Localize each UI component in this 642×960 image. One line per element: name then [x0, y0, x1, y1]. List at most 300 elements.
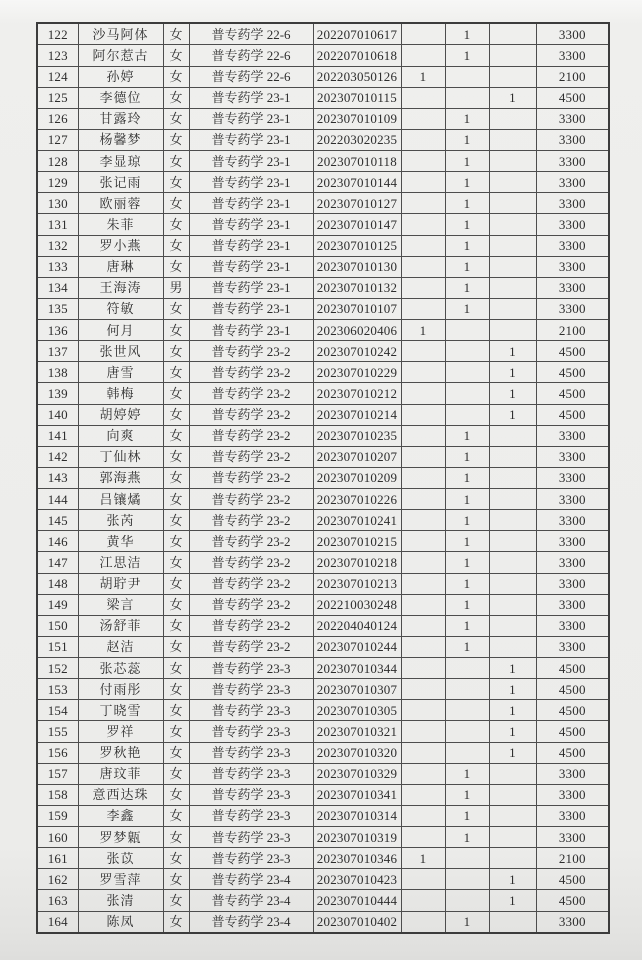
row-number-cell: 155	[37, 721, 78, 742]
row-number-cell: 124	[37, 66, 78, 87]
tier-2100-flag-cell	[401, 827, 445, 848]
gender-cell: 女	[163, 552, 189, 573]
student-id-cell: 202307010320	[313, 742, 401, 763]
tier-4500-flag-cell	[489, 784, 536, 805]
table-row	[37, 383, 609, 404]
tier-4500-flag-cell	[489, 594, 536, 615]
student-id-cell: 202307010341	[313, 784, 401, 805]
table-row	[37, 66, 609, 87]
tier-2100-flag-cell	[401, 742, 445, 763]
amount-cell: 4500	[536, 700, 609, 721]
amount-cell: 3300	[536, 214, 609, 235]
student-id-cell: 202307010305	[313, 700, 401, 721]
student-id-cell: 202307010125	[313, 235, 401, 256]
amount-cell: 3300	[536, 298, 609, 319]
row-number-cell: 135	[37, 298, 78, 319]
tier-3300-flag-cell: 1	[445, 277, 489, 298]
amount-cell: 3300	[536, 594, 609, 615]
class-name-cell: 普专药学 23-2	[189, 510, 313, 531]
row-number-cell: 163	[37, 890, 78, 911]
class-name-cell: 普专药学 23-1	[189, 298, 313, 319]
tier-4500-flag-cell: 1	[489, 362, 536, 383]
amount-cell: 3300	[536, 193, 609, 214]
class-name-cell: 普专药学 23-2	[189, 425, 313, 446]
student-id-cell: 202307010314	[313, 805, 401, 826]
student-name-cell: 张清	[78, 890, 163, 911]
amount-cell: 3300	[536, 805, 609, 826]
class-name-cell: 普专药学 23-2	[189, 594, 313, 615]
student-id-cell: 202307010242	[313, 341, 401, 362]
row-number-cell: 129	[37, 172, 78, 193]
table-row	[37, 890, 609, 911]
amount-cell: 3300	[536, 446, 609, 467]
tier-2100-flag-cell	[401, 636, 445, 657]
tier-4500-flag-cell: 1	[489, 341, 536, 362]
row-number-cell: 159	[37, 805, 78, 826]
student-id-cell: 202307010229	[313, 362, 401, 383]
tier-4500-flag-cell: 1	[489, 869, 536, 890]
amount-cell: 3300	[536, 45, 609, 66]
amount-cell: 4500	[536, 658, 609, 679]
table-row	[37, 425, 609, 446]
tier-2100-flag-cell	[401, 805, 445, 826]
tier-3300-flag-cell: 1	[445, 510, 489, 531]
tier-3300-flag-cell: 1	[445, 784, 489, 805]
tier-2100-flag-cell	[401, 489, 445, 510]
gender-cell: 女	[163, 573, 189, 594]
class-name-cell: 普专药学 23-2	[189, 341, 313, 362]
student-id-cell: 202307010109	[313, 108, 401, 129]
tier-2100-flag-cell	[401, 911, 445, 933]
tier-4500-flag-cell	[489, 23, 536, 45]
class-name-cell: 普专药学 22-6	[189, 66, 313, 87]
student-name-cell: 赵洁	[78, 636, 163, 657]
tier-2100-flag-cell	[401, 573, 445, 594]
tier-4500-flag-cell	[489, 531, 536, 552]
table-row	[37, 805, 609, 826]
tier-2100-flag-cell	[401, 425, 445, 446]
tier-4500-flag-cell	[489, 172, 536, 193]
table-row	[37, 214, 609, 235]
tier-3300-flag-cell	[445, 742, 489, 763]
amount-cell: 2100	[536, 848, 609, 869]
row-number-cell: 144	[37, 489, 78, 510]
tier-3300-flag-cell: 1	[445, 235, 489, 256]
student-id-cell: 202307010215	[313, 531, 401, 552]
tier-3300-flag-cell: 1	[445, 531, 489, 552]
class-name-cell: 普专药学 23-4	[189, 911, 313, 933]
class-name-cell: 普专药学 23-1	[189, 277, 313, 298]
gender-cell: 女	[163, 214, 189, 235]
student-name-cell: 郭海燕	[78, 467, 163, 488]
table-row	[37, 594, 609, 615]
row-number-cell: 138	[37, 362, 78, 383]
table-row	[37, 742, 609, 763]
class-name-cell: 普专药学 23-2	[189, 383, 313, 404]
tier-2100-flag-cell	[401, 23, 445, 45]
tier-4500-flag-cell	[489, 108, 536, 129]
row-number-cell: 122	[37, 23, 78, 45]
table-row	[37, 827, 609, 848]
student-name-cell: 李显琼	[78, 151, 163, 172]
amount-cell: 3300	[536, 277, 609, 298]
row-number-cell: 141	[37, 425, 78, 446]
gender-cell: 女	[163, 256, 189, 277]
tier-3300-flag-cell: 1	[445, 151, 489, 172]
row-number-cell: 147	[37, 552, 78, 573]
amount-cell: 3300	[536, 911, 609, 933]
student-id-cell: 202306020406	[313, 320, 401, 341]
tier-2100-flag-cell	[401, 615, 445, 636]
student-id-cell: 202307010147	[313, 214, 401, 235]
tier-2100-flag-cell	[401, 341, 445, 362]
student-id-cell: 202204040124	[313, 615, 401, 636]
tier-4500-flag-cell	[489, 214, 536, 235]
gender-cell: 女	[163, 679, 189, 700]
class-name-cell: 普专药学 23-1	[189, 193, 313, 214]
student-name-cell: 唐玟菲	[78, 763, 163, 784]
gender-cell: 女	[163, 235, 189, 256]
gender-cell: 女	[163, 320, 189, 341]
student-name-cell: 唐琳	[78, 256, 163, 277]
tier-4500-flag-cell	[489, 805, 536, 826]
tier-4500-flag-cell	[489, 425, 536, 446]
amount-cell: 3300	[536, 763, 609, 784]
class-name-cell: 普专药学 22-6	[189, 45, 313, 66]
tier-2100-flag-cell: 1	[401, 66, 445, 87]
row-number-cell: 136	[37, 320, 78, 341]
tier-2100-flag-cell	[401, 552, 445, 573]
tier-4500-flag-cell	[489, 129, 536, 150]
tier-2100-flag-cell	[401, 151, 445, 172]
amount-cell: 2100	[536, 320, 609, 341]
row-number-cell: 132	[37, 235, 78, 256]
student-id-cell: 202307010235	[313, 425, 401, 446]
class-name-cell: 普专药学 23-1	[189, 108, 313, 129]
student-name-cell: 唐雪	[78, 362, 163, 383]
row-number-cell: 149	[37, 594, 78, 615]
student-id-cell: 202307010423	[313, 869, 401, 890]
tier-2100-flag-cell	[401, 594, 445, 615]
gender-cell: 男	[163, 277, 189, 298]
tier-3300-flag-cell	[445, 848, 489, 869]
gender-cell: 女	[163, 362, 189, 383]
student-name-cell: 陈凤	[78, 911, 163, 933]
gender-cell: 女	[163, 151, 189, 172]
tier-3300-flag-cell	[445, 362, 489, 383]
tier-3300-flag-cell: 1	[445, 193, 489, 214]
row-number-cell: 148	[37, 573, 78, 594]
class-name-cell: 普专药学 23-3	[189, 763, 313, 784]
amount-cell: 2100	[536, 66, 609, 87]
class-name-cell: 普专药学 23-1	[189, 320, 313, 341]
row-number-cell: 134	[37, 277, 78, 298]
student-name-cell: 罗雪萍	[78, 869, 163, 890]
row-number-cell: 140	[37, 404, 78, 425]
class-name-cell: 普专药学 23-2	[189, 636, 313, 657]
student-name-cell: 沙马阿体	[78, 23, 163, 45]
tier-4500-flag-cell	[489, 193, 536, 214]
tier-4500-flag-cell	[489, 848, 536, 869]
class-name-cell: 普专药学 23-1	[189, 87, 313, 108]
table-row	[37, 298, 609, 319]
amount-cell: 3300	[536, 552, 609, 573]
student-name-cell: 王海涛	[78, 277, 163, 298]
student-name-cell: 张记雨	[78, 172, 163, 193]
student-roster-table	[36, 22, 610, 934]
tier-2100-flag-cell	[401, 446, 445, 467]
tier-3300-flag-cell	[445, 87, 489, 108]
student-name-cell: 丁晓雪	[78, 700, 163, 721]
table-row	[37, 193, 609, 214]
row-number-cell: 137	[37, 341, 78, 362]
student-id-cell: 202307010132	[313, 277, 401, 298]
tier-2100-flag-cell	[401, 193, 445, 214]
amount-cell: 3300	[536, 510, 609, 531]
class-name-cell: 普专药学 23-3	[189, 805, 313, 826]
amount-cell: 4500	[536, 679, 609, 700]
student-id-cell: 202307010130	[313, 256, 401, 277]
tier-4500-flag-cell	[489, 298, 536, 319]
table-row	[37, 23, 609, 45]
tier-3300-flag-cell	[445, 404, 489, 425]
table-row	[37, 658, 609, 679]
tier-4500-flag-cell	[489, 615, 536, 636]
table-row	[37, 341, 609, 362]
table-row	[37, 615, 609, 636]
class-name-cell: 普专药学 23-1	[189, 172, 313, 193]
amount-cell: 3300	[536, 256, 609, 277]
table-row	[37, 573, 609, 594]
tier-3300-flag-cell: 1	[445, 425, 489, 446]
row-number-cell: 152	[37, 658, 78, 679]
gender-cell: 女	[163, 784, 189, 805]
tier-2100-flag-cell	[401, 890, 445, 911]
student-name-cell: 罗梦甈	[78, 827, 163, 848]
student-name-cell: 丁仙林	[78, 446, 163, 467]
student-name-cell: 阿尔惹古	[78, 45, 163, 66]
student-name-cell: 欧丽蓉	[78, 193, 163, 214]
tier-4500-flag-cell	[489, 510, 536, 531]
student-id-cell: 202307010218	[313, 552, 401, 573]
row-number-cell: 150	[37, 615, 78, 636]
class-name-cell: 普专药学 23-2	[189, 467, 313, 488]
tier-2100-flag-cell	[401, 531, 445, 552]
tier-2100-flag-cell	[401, 235, 445, 256]
student-id-cell: 202307010307	[313, 679, 401, 700]
student-name-cell: 韩梅	[78, 383, 163, 404]
table-row	[37, 489, 609, 510]
tier-4500-flag-cell	[489, 827, 536, 848]
row-number-cell: 130	[37, 193, 78, 214]
class-name-cell: 普专药学 23-2	[189, 489, 313, 510]
amount-cell: 4500	[536, 890, 609, 911]
table-row	[37, 911, 609, 933]
student-id-cell: 202207010617	[313, 23, 401, 45]
table-row	[37, 446, 609, 467]
student-name-cell: 吕镶燏	[78, 489, 163, 510]
student-name-cell: 黄华	[78, 531, 163, 552]
gender-cell: 女	[163, 805, 189, 826]
table-row	[37, 869, 609, 890]
tier-4500-flag-cell	[489, 320, 536, 341]
student-id-cell: 202307010444	[313, 890, 401, 911]
gender-cell: 女	[163, 531, 189, 552]
gender-cell: 女	[163, 129, 189, 150]
tier-3300-flag-cell	[445, 66, 489, 87]
tier-3300-flag-cell	[445, 721, 489, 742]
table-row	[37, 531, 609, 552]
gender-cell: 女	[163, 489, 189, 510]
student-id-cell: 202307010226	[313, 489, 401, 510]
row-number-cell: 146	[37, 531, 78, 552]
tier-3300-flag-cell: 1	[445, 256, 489, 277]
tier-2100-flag-cell	[401, 869, 445, 890]
student-id-cell: 202207010618	[313, 45, 401, 66]
student-name-cell: 向爽	[78, 425, 163, 446]
class-name-cell: 普专药学 23-1	[189, 151, 313, 172]
tier-4500-flag-cell: 1	[489, 383, 536, 404]
amount-cell: 3300	[536, 151, 609, 172]
tier-4500-flag-cell: 1	[489, 700, 536, 721]
tier-3300-flag-cell: 1	[445, 552, 489, 573]
row-number-cell: 128	[37, 151, 78, 172]
tier-3300-flag-cell: 1	[445, 108, 489, 129]
amount-cell: 3300	[536, 23, 609, 45]
tier-3300-flag-cell: 1	[445, 129, 489, 150]
student-name-cell: 罗小燕	[78, 235, 163, 256]
student-name-cell: 张芯蕊	[78, 658, 163, 679]
class-name-cell: 普专药学 23-2	[189, 404, 313, 425]
gender-cell: 女	[163, 763, 189, 784]
gender-cell: 女	[163, 510, 189, 531]
amount-cell: 3300	[536, 636, 609, 657]
tier-3300-flag-cell: 1	[445, 489, 489, 510]
row-number-cell: 142	[37, 446, 78, 467]
amount-cell: 3300	[536, 425, 609, 446]
class-name-cell: 普专药学 23-2	[189, 531, 313, 552]
row-number-cell: 162	[37, 869, 78, 890]
gender-cell: 女	[163, 658, 189, 679]
student-id-cell: 202307010212	[313, 383, 401, 404]
table-row	[37, 552, 609, 573]
row-number-cell: 164	[37, 911, 78, 933]
row-number-cell: 126	[37, 108, 78, 129]
amount-cell: 3300	[536, 467, 609, 488]
tier-2100-flag-cell	[401, 700, 445, 721]
tier-4500-flag-cell: 1	[489, 679, 536, 700]
tier-3300-flag-cell: 1	[445, 594, 489, 615]
row-number-cell: 158	[37, 784, 78, 805]
student-name-cell: 梁言	[78, 594, 163, 615]
student-id-cell: 202307010118	[313, 151, 401, 172]
tier-4500-flag-cell: 1	[489, 890, 536, 911]
row-number-cell: 131	[37, 214, 78, 235]
student-name-cell: 汤舒菲	[78, 615, 163, 636]
gender-cell: 女	[163, 425, 189, 446]
amount-cell: 3300	[536, 784, 609, 805]
class-name-cell: 普专药学 23-3	[189, 742, 313, 763]
student-id-cell: 202307010344	[313, 658, 401, 679]
tier-2100-flag-cell	[401, 404, 445, 425]
tier-3300-flag-cell: 1	[445, 827, 489, 848]
tier-3300-flag-cell: 1	[445, 911, 489, 933]
table-row	[37, 467, 609, 488]
tier-2100-flag-cell: 1	[401, 848, 445, 869]
class-name-cell: 普专药学 23-3	[189, 679, 313, 700]
table-row	[37, 256, 609, 277]
class-name-cell: 普专药学 23-1	[189, 214, 313, 235]
tier-4500-flag-cell	[489, 256, 536, 277]
tier-2100-flag-cell	[401, 172, 445, 193]
gender-cell: 女	[163, 869, 189, 890]
table-row	[37, 87, 609, 108]
tier-3300-flag-cell: 1	[445, 573, 489, 594]
tier-2100-flag-cell	[401, 87, 445, 108]
amount-cell: 3300	[536, 489, 609, 510]
gender-cell: 女	[163, 298, 189, 319]
table-row	[37, 277, 609, 298]
class-name-cell: 普专药学 23-2	[189, 446, 313, 467]
student-name-cell: 意西达珠	[78, 784, 163, 805]
amount-cell: 3300	[536, 531, 609, 552]
gender-cell: 女	[163, 636, 189, 657]
class-name-cell: 普专药学 23-2	[189, 615, 313, 636]
row-number-cell: 160	[37, 827, 78, 848]
student-name-cell: 李鑫	[78, 805, 163, 826]
class-name-cell: 普专药学 23-1	[189, 256, 313, 277]
tier-4500-flag-cell: 1	[489, 721, 536, 742]
row-number-cell: 139	[37, 383, 78, 404]
tier-2100-flag-cell	[401, 763, 445, 784]
tier-4500-flag-cell	[489, 446, 536, 467]
gender-cell: 女	[163, 911, 189, 933]
tier-3300-flag-cell: 1	[445, 446, 489, 467]
row-number-cell: 125	[37, 87, 78, 108]
tier-2100-flag-cell	[401, 467, 445, 488]
gender-cell: 女	[163, 193, 189, 214]
row-number-cell: 151	[37, 636, 78, 657]
table-row	[37, 235, 609, 256]
tier-2100-flag-cell	[401, 45, 445, 66]
row-number-cell: 161	[37, 848, 78, 869]
tier-3300-flag-cell: 1	[445, 45, 489, 66]
row-number-cell: 153	[37, 679, 78, 700]
student-id-cell: 202307010127	[313, 193, 401, 214]
table-row	[37, 404, 609, 425]
student-name-cell: 甘露玲	[78, 108, 163, 129]
tier-3300-flag-cell	[445, 383, 489, 404]
row-number-cell: 154	[37, 700, 78, 721]
student-name-cell: 付雨彤	[78, 679, 163, 700]
class-name-cell: 普专药学 23-1	[189, 129, 313, 150]
tier-2100-flag-cell	[401, 510, 445, 531]
tier-4500-flag-cell	[489, 66, 536, 87]
table-row	[37, 362, 609, 383]
class-name-cell: 普专药学 23-2	[189, 362, 313, 383]
gender-cell: 女	[163, 467, 189, 488]
amount-cell: 3300	[536, 172, 609, 193]
student-name-cell: 朱菲	[78, 214, 163, 235]
table-row	[37, 700, 609, 721]
gender-cell: 女	[163, 721, 189, 742]
tier-4500-flag-cell	[489, 45, 536, 66]
table-row	[37, 108, 609, 129]
tier-4500-flag-cell	[489, 552, 536, 573]
tier-4500-flag-cell: 1	[489, 742, 536, 763]
tier-2100-flag-cell	[401, 108, 445, 129]
student-name-cell: 胡聍尹	[78, 573, 163, 594]
